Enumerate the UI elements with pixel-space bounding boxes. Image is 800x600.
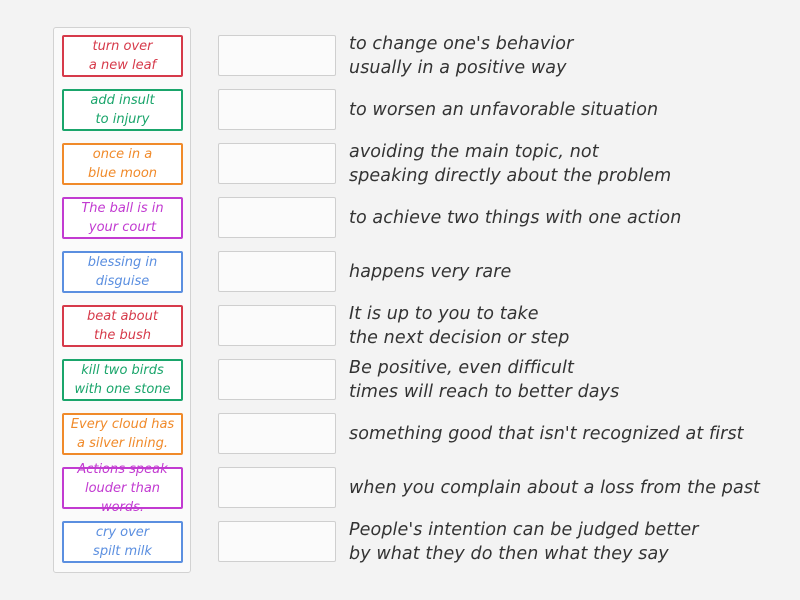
definition-10: People's intention can be judged better by what they do then what they say	[349, 520, 699, 564]
term-tile-add-insult-to-injury[interactable]	[62, 89, 183, 131]
definition-2: to worsen an unfavorable situation	[349, 100, 659, 120]
term-tile-beat-about-the-bush[interactable]	[62, 305, 183, 347]
answer-slot-4[interactable]	[218, 197, 336, 238]
term-tile-once-in-a-blue-moon[interactable]	[62, 143, 183, 185]
term-tile-turn-over-a-new-leaf[interactable]	[62, 35, 183, 77]
term-text: cry over spilt milk	[93, 525, 152, 559]
term-text: The ball is in your court	[81, 201, 164, 235]
definition-7: Be positive, even difficult times will reach to better days	[349, 358, 620, 402]
term-text: blessing in disguise	[87, 255, 158, 289]
definition-1: to change one's behavior usually in a positive way	[349, 34, 574, 78]
term-tile-every-cloud-has-a-silver-lining[interactable]	[62, 413, 183, 455]
answer-slot-7[interactable]	[218, 359, 336, 400]
answer-slot-9[interactable]	[218, 467, 336, 508]
answer-slot-1[interactable]	[218, 35, 336, 76]
definition-4: to achieve two things with one action	[349, 208, 682, 228]
definition-6: It is up to you to take the next decision or step	[349, 304, 570, 348]
term-text: Every cloud has a silver lining.	[70, 417, 175, 451]
term-text: turn over a new leaf	[88, 39, 157, 73]
answer-slot-8[interactable]	[218, 413, 336, 454]
answer-slot-3[interactable]	[218, 143, 336, 184]
term-text: once in a blue moon	[87, 147, 158, 181]
term-text: kill two birds with one stone	[74, 363, 171, 397]
term-tile-blessing-in-disguise[interactable]	[62, 251, 183, 293]
answer-slot-10[interactable]	[218, 521, 336, 562]
term-text: beat about the bush	[87, 309, 158, 343]
definition-8: something good that isn't recognized at first	[349, 424, 744, 444]
answer-slot-5[interactable]	[218, 251, 336, 292]
term-tile-cry-over-spilt-milk[interactable]	[62, 521, 183, 563]
term-tile-actions-speak-louder-than-words[interactable]	[62, 461, 183, 515]
answer-slot-2[interactable]	[218, 89, 336, 130]
term-text: add insult to injury	[90, 93, 155, 127]
term-tile-kill-two-birds-with-one-stone[interactable]	[62, 359, 183, 401]
term-tile-the-ball-is-in-your-court[interactable]	[62, 197, 183, 239]
definition-3: avoiding the main topic, not speaking directly about the problem	[349, 142, 672, 186]
definition-5: happens very rare	[349, 262, 512, 282]
term-text: Actions speak louder than words.	[77, 461, 168, 515]
answer-slot-6[interactable]	[218, 305, 336, 346]
definition-9: when you complain about a loss from the past	[349, 478, 761, 498]
